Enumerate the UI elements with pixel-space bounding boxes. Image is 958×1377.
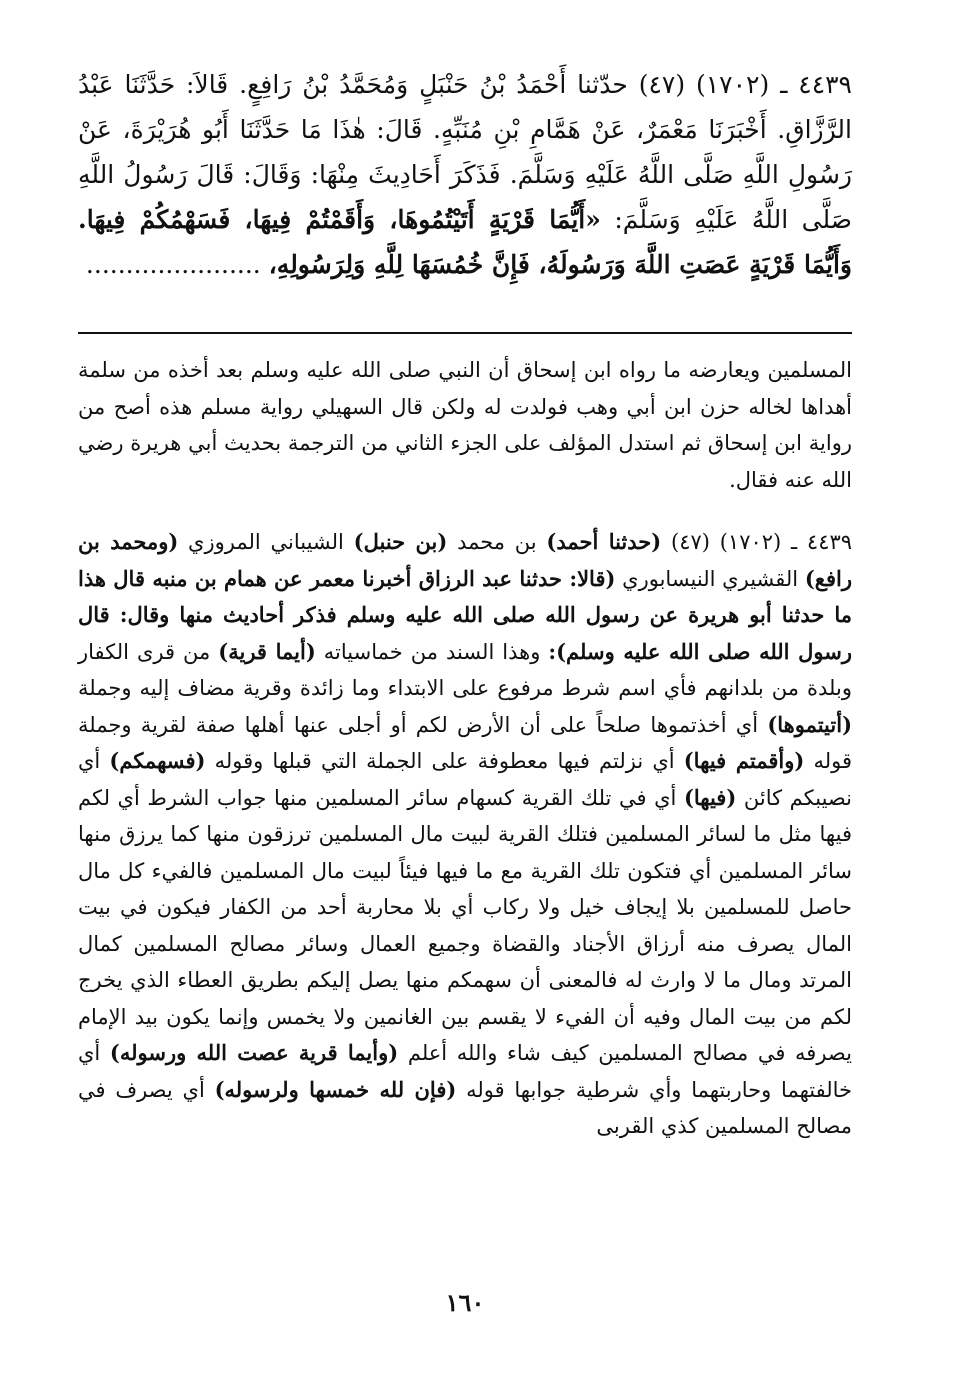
commentary-quote: (حدثنا أحمد): [546, 529, 662, 554]
commentary-quote: (فإن لله خمسها ولرسوله): [214, 1076, 457, 1102]
commentary-text: أي يصرف في مصالح المسلمين كذي القربى: [78, 1077, 852, 1138]
commentary-number: ٤٤٣٩ ـ (١٧٠٢) (٤٧): [671, 530, 853, 554]
book-page: [78, 62, 852, 1352]
commentary-quote: (فيها): [683, 784, 737, 810]
commentary-text: وهذا السند من خماسياته: [315, 639, 549, 664]
commentary-quote: (وأيما قرية عصت الله ورسوله): [109, 1040, 399, 1065]
commentary-quote: (ومحمد بن رافع): [78, 529, 852, 591]
commentary-text: بن محمد: [447, 530, 547, 554]
hadith-text: [78, 62, 852, 287]
hadith-number: ٤٤٣٩ ـ (١٧٠٢) (٤٧): [638, 70, 852, 99]
hadith-chain: حدّثنا أَحْمَدُ بْنُ حَنْبَلٍ وَمُحَمَّدُ بْنُ رَافِعٍ. قَالاَ: حَدَّثَنَا عَبْدُ الرَّزَّاقِ. أَخْبَرَنَا مَعْمَرٌ، عَنْ هَمَّامِ بْنِ مُنَبِّهٍ. قَالَ: هٰذَا مَا حَدَّثَنَا أَبُو هُرَيْرَةَ، عَنْ رَسُولِ اللَّهِ صَلَّى اللَّهُ عَلَيْهِ وَسَلَّمَ. فَذَكَرَ أَحَادِيثَ مِنْهَا: وَقَالَ: قَالَ رَسُولُ اللَّهِ صَلَّى اللَّهُ عَلَيْهِ وَسَلَّمَ:: [78, 70, 852, 234]
hadith-dots: ......................: [85, 250, 261, 279]
commentary-text: أي خالفتهما وحاربتهما وأي شرطية جوابها قوله: [78, 1041, 852, 1102]
separator-line: [78, 332, 852, 334]
commentary-paragraph: [78, 524, 852, 1145]
page-number: ١٦٠: [445, 1288, 485, 1317]
commentary-text: أي أخذتموها صلحاً على أن الأرض لكم أو أجلى عنها أهلها صفة لقرية وجملة قوله: [78, 712, 853, 773]
hadith-matn: «أَيُّمَا قَرْيَةٍ أَتَيْتُمُوهَا، وَأَقَمْتُمْ فِيهَا، فَسَهْمُكُمْ فِيهَا. وَأَيُّمَا قَرْيَةٍ عَصَتِ اللَّهَ وَرَسُولَهُ، فَإِنَّ خُمُسَهَا لِلَّهِ وَلِرَسُولِهِ،: [78, 205, 852, 279]
commentary-quote: (وأقمتم فيها): [683, 748, 805, 773]
commentary-quote: (قالا: حدثنا عبد الرزاق أخبرنا معمر عن همام بن منبه قال هذا ما حدثنا أبو هريرة عن رسول الله صلى الله عليه وسلم فذكر أحاديث منها وقال: قال رسول الله صلى الله عليه وسلم):: [78, 565, 852, 664]
commentary-text: أي نصيبكم كائن: [78, 749, 852, 810]
commentary-quote: (أيما قرية): [218, 638, 316, 664]
commentary-text: القشيري النيسابوري: [615, 566, 805, 591]
commentary-text: من قرى الكفار وبلدة من بلدانهم فأي اسم شرط مرفوع على الابتداء وما زائدة وقرية مضاف إليه وجملة: [78, 639, 852, 700]
notes-section: [78, 352, 852, 1145]
footnote-paragraph: المسلمين ويعارضه ما رواه ابن إسحاق أن النبي صلى الله عليه وسلم بعد أخذه من سلمة أهداها لخاله حزن ابن أبي وهب فولدت له ولكن قال السهيلي رواية مسلم هذه أصح من رواية ابن إسحاق ثم استدل المؤلف على الجزء الثاني من الترجمة بحديث أبي هريرة رضي الله عنه فقال.: [78, 358, 852, 492]
commentary-quote: (فسهمكم): [109, 748, 206, 773]
commentary-text: أي نزلتم فيها معطوفة على الجملة التي قبلها وقوله: [205, 749, 684, 773]
commentary-text: الشيباني المروزي: [178, 530, 354, 554]
commentary-text: أي في تلك القرية كسهام سائر المسلمين منها جواب الشرط أي لكم فيها مثل ما لسائر المسلمين فتلك القرية لبيت مال المسلمين ترزقون منها كما يرزق منها سائر المسلمين أي فتكون تلك القرية مع ما فيها فيئاً لبيت مال المسلمين فالفيء كل مال حاصل للمسلمين بلا إيجاف خيل ولا ركاب أي بلا محاربة أحد من الكفار فيكون في بيت المال يصرف منه أرزاق الأجناد والقضاة وجميع العمال وسائر مصالح المسلمين كمال المرتد ومال ما لا وارث له فالمعنى أن سهمكم منها يصل إليكم بطريق العطاء الذي يخرج لكم من بيت المال وفيه أن الفيء لا يقسم بين الغانمين ولا يخمس وإنما يكون بيد الإمام يصرفه في مصالح المسلمين كيف شاء والله أعلم: [78, 785, 852, 1065]
commentary-quote: (أتيتموها): [767, 711, 852, 737]
commentary-quote: (بن حنبل): [353, 529, 448, 554]
